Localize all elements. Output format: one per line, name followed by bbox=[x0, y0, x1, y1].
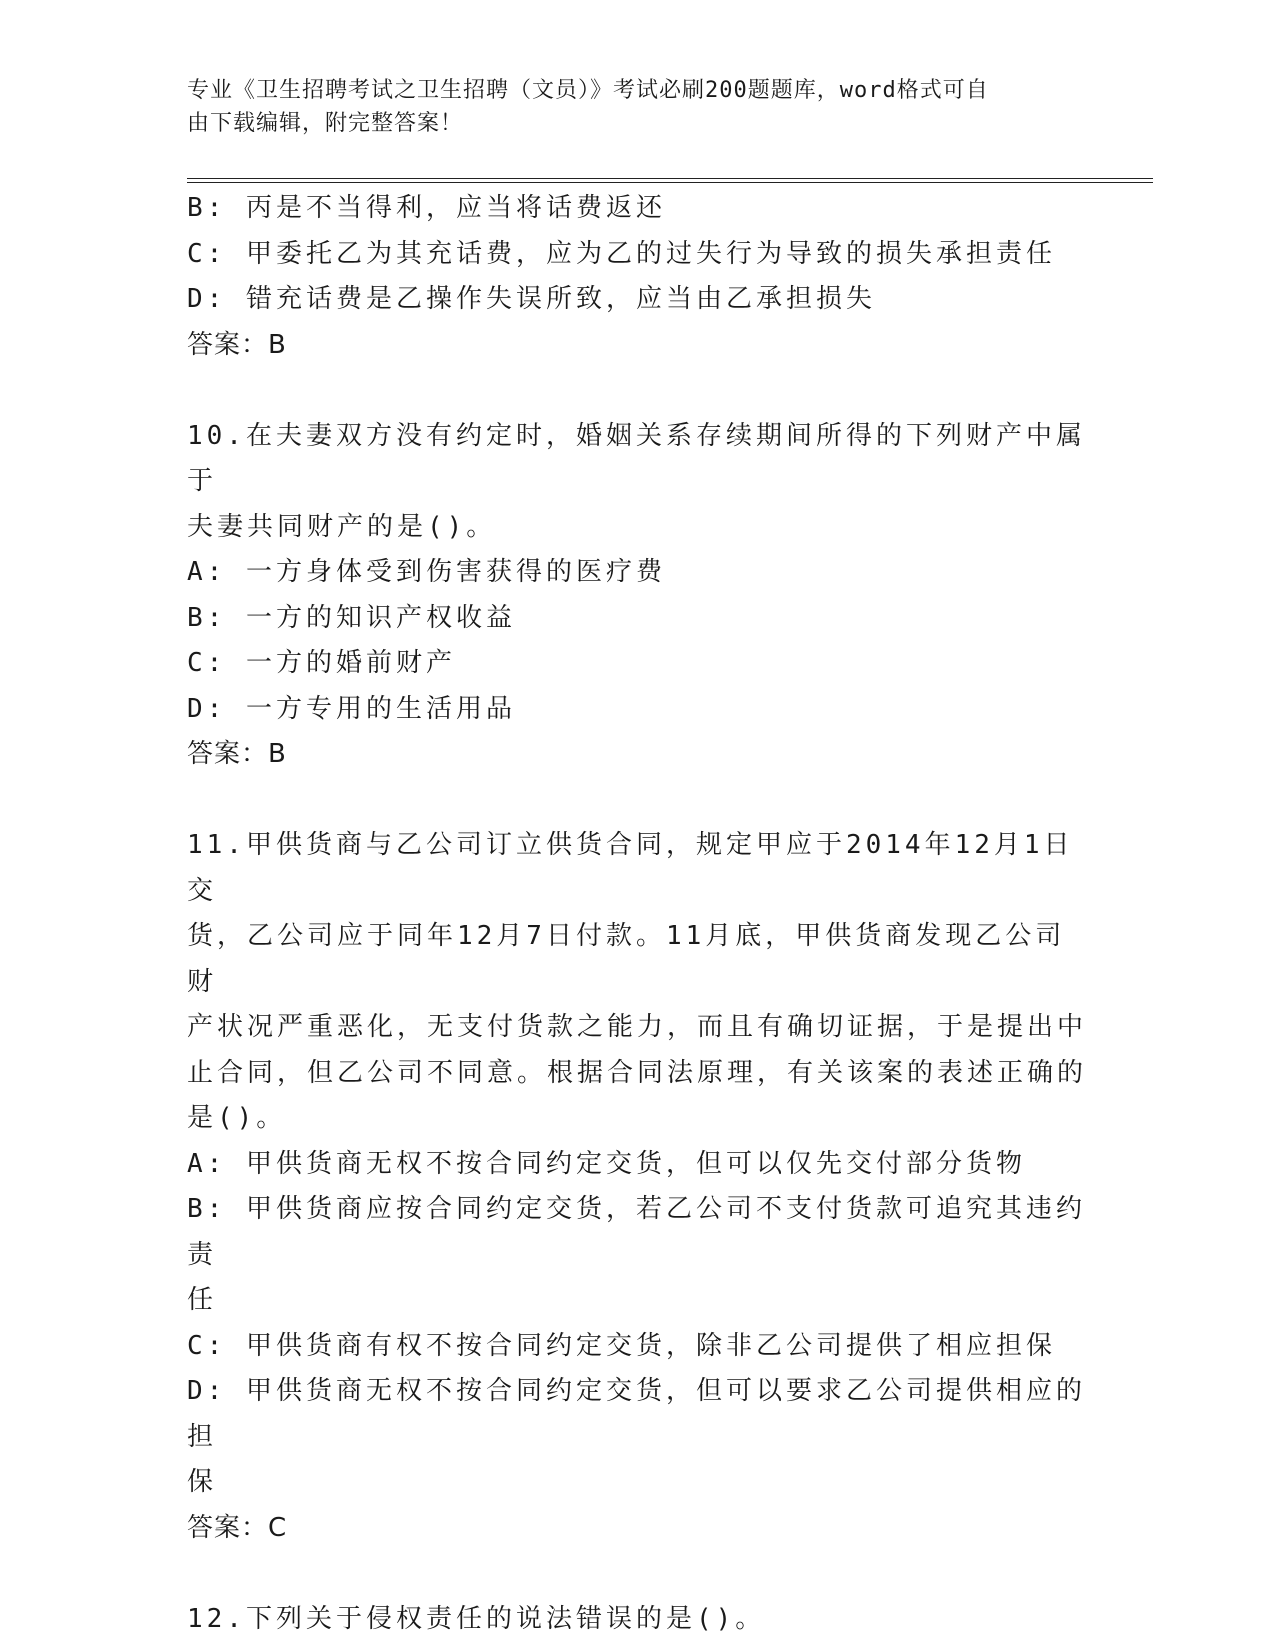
q10-option-c: C: 一方的婚前财产 bbox=[187, 648, 456, 678]
spacer bbox=[187, 1551, 1087, 1597]
q10-option-d: D: 一方专用的生活用品 bbox=[187, 693, 516, 724]
q10-option-a: A: 一方身体受到伤害获得的医疗费 bbox=[187, 557, 666, 587]
question-11 bbox=[187, 823, 1087, 1551]
page-header bbox=[187, 74, 1067, 140]
q11-option-c: C: 甲供货商有权不按合同约定交货，除非乙公司提供了相应担保 bbox=[187, 1330, 1056, 1361]
q11-option-d-line-2: 保 bbox=[187, 1467, 218, 1497]
q11-option-b-line-2: 任 bbox=[187, 1285, 218, 1315]
q9-option-b: B: 丙是不当得利，应当将话费返还 bbox=[187, 193, 666, 223]
q11-stem-line-2: 货，乙公司应于同年12月7日付款。11月底，甲供货商发现乙公司财 bbox=[187, 921, 1066, 997]
q10-option-b: B: 一方的知识产权收益 bbox=[187, 602, 516, 633]
question-content bbox=[187, 186, 1087, 1642]
q11-answer: 答案：C bbox=[187, 1512, 288, 1543]
header-title-line-2: 由下载编辑，附完整答案！ bbox=[187, 111, 464, 136]
q10-answer: 答案：B bbox=[187, 739, 287, 769]
q11-option-b-line-1: B: 甲供货商应按合同约定交货，若乙公司不支付货款可追究其违约责 bbox=[187, 1194, 1086, 1270]
q11-stem-line-3: 产状况严重恶化，无支付货款之能力，而且有确切证据，于是提出中 bbox=[187, 1012, 1088, 1042]
q11-stem-line-5: 是()。 bbox=[187, 1103, 287, 1133]
q9-option-d: D: 错充话费是乙操作失误所致，应当由乙承担损失 bbox=[187, 284, 876, 314]
q11-option-d-line-1: D: 甲供货商无权不按合同约定交货，但可以要求乙公司提供相应的担 bbox=[187, 1376, 1086, 1452]
q11-option-a: A: 甲供货商无权不按合同约定交货，但可以仅先交付部分货物 bbox=[187, 1148, 1026, 1179]
q11-stem-line-4: 止合同，但乙公司不同意。根据合同法原理，有关该案的表述正确的 bbox=[187, 1057, 1088, 1088]
q10-stem-line-2: 夫妻共同财产的是()。 bbox=[187, 511, 497, 542]
question-9-tail bbox=[187, 186, 1087, 368]
header-title-line-1: 专业《卫生招聘考试之卫生招聘（文员）》考试必刷200题题库，word格式可自 bbox=[187, 78, 989, 103]
question-10 bbox=[187, 414, 1087, 778]
question-12 bbox=[187, 1597, 1087, 1643]
spacer bbox=[187, 368, 1087, 414]
header-double-rule bbox=[187, 178, 1153, 183]
q11-stem-line-1: 11.甲供货商与乙公司订立供货合同，规定甲应于2014年12月1日交 bbox=[187, 830, 1074, 906]
q12-stem-line-1: 12.下列关于侵权责任的说法错误的是()。 bbox=[187, 1603, 766, 1634]
q9-answer: 答案：B bbox=[187, 329, 287, 360]
q9-option-c: C: 甲委托乙为其充话费，应为乙的过失行为导致的损失承担责任 bbox=[187, 238, 1056, 269]
spacer bbox=[187, 778, 1087, 824]
q10-stem-line-1: 10.在夫妻双方没有约定时，婚姻关系存续期间所得的下列财产中属于 bbox=[187, 420, 1086, 496]
